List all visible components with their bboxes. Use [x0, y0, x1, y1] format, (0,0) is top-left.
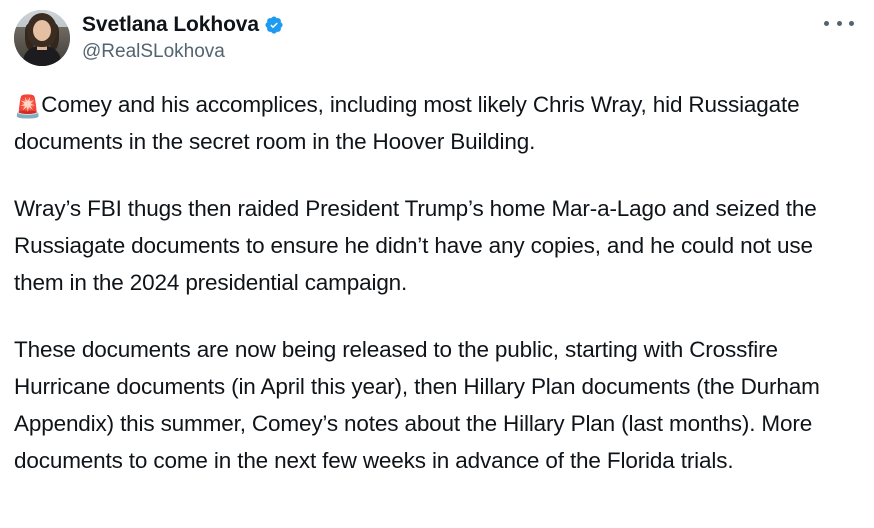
more-dot-1	[824, 21, 829, 26]
tweet-paragraph-3: These documents are now being released to the public, starting with Crossfire Hurricane documents (in April this year), then Hillary Plan documents (the Durham Appendix) this summer, Comey’s notes about the Hillary Plan (last months). More documents to come in the next few weeks in advance of the Florida trials.	[14, 337, 820, 473]
verified-badge-icon	[264, 15, 284, 35]
more-dot-2	[837, 21, 842, 26]
more-options-icon[interactable]	[824, 12, 854, 34]
tweet-text	[14, 86, 852, 479]
author-name-row	[82, 12, 284, 38]
author-block	[82, 10, 284, 64]
author-handle[interactable]: @RealSLokhova	[82, 41, 225, 63]
avatar-face	[33, 20, 51, 41]
tweet-header	[14, 10, 852, 72]
tweet-paragraph-1	[14, 86, 852, 160]
tweet-paragraph-2: Wray’s FBI thugs then raided President Trump’s home Mar-a-Lago and seized the Russiagate documents to ensure he didn’t have any copies, and he could not use them in the 2024 presidential campaign.	[14, 196, 817, 295]
avatar[interactable]	[14, 10, 70, 66]
more-dot-3	[849, 21, 854, 26]
tweet-paragraph-1-text: Comey and his accomplices, including most likely Chris Wray, hid Russiagate documents in the secret room in the Hoover Building.	[14, 92, 800, 154]
author-display-name[interactable]: Svetlana Lokhova	[82, 13, 259, 36]
rotating-light-emoji: 🚨	[14, 94, 42, 119]
